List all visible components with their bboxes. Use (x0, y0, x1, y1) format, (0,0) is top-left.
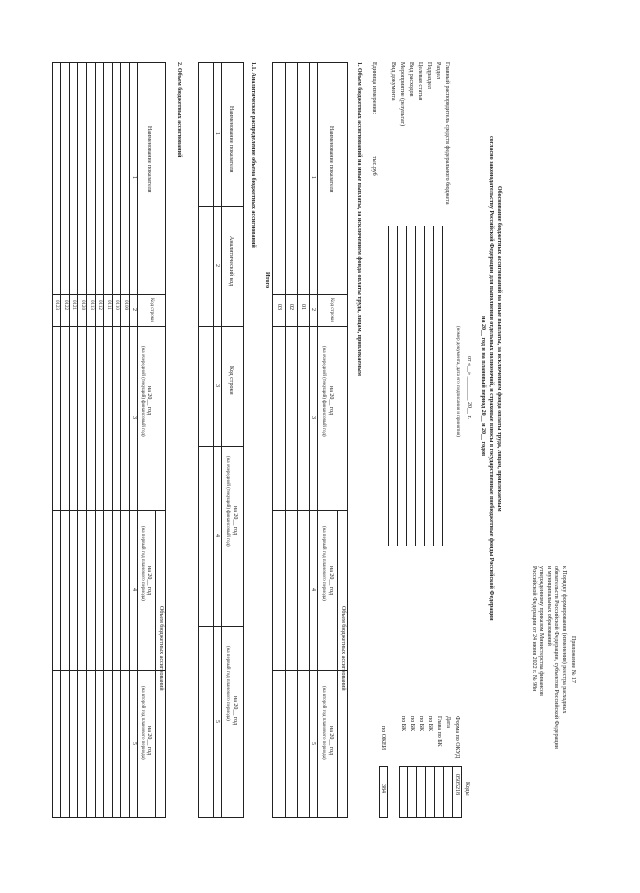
col-number: 3 (310, 416, 316, 419)
col-header-volume: Объем бюджетных ассигнований (340, 606, 346, 691)
unit-value: тыс.руб (371, 156, 377, 176)
appendix-line: Российской Федерации от 24 июня 2022 г. № 98н (531, 566, 537, 692)
row-code: 01 (300, 304, 306, 310)
col-header-year: на 20__ год (232, 506, 238, 536)
requisite-label: Вид расходов (408, 62, 414, 97)
rule-line (317, 62, 318, 818)
codes-row-line (452, 766, 453, 818)
col-header-year: на 20__ год (146, 386, 152, 416)
codes-row-label: Дата (445, 716, 451, 728)
rule-line (297, 62, 298, 818)
codes-row-value: 0505218 (454, 774, 460, 795)
rule-line (137, 62, 138, 818)
col-header-year1-note: (на первый год планового периода) (140, 526, 145, 601)
rule-line (285, 62, 286, 818)
row-code: 03 (276, 304, 282, 310)
col-header-year2: на 20__ год (146, 726, 152, 756)
okei-value: 384 (380, 784, 386, 793)
codes-row-label: по БК (418, 716, 424, 732)
codes-row-label: по БК (427, 716, 433, 732)
col-number: 3 (214, 384, 220, 387)
row-line (120, 62, 121, 818)
row-line (77, 62, 78, 818)
rule-line (337, 510, 338, 818)
appendix-line: утвержденному приказом Министерства финансов (538, 566, 545, 696)
col-header-analytic: Аналитический код (228, 236, 234, 287)
col-number: 1 (131, 176, 137, 179)
col-header-volume: Объем бюджетных ассигнований (158, 606, 164, 691)
col-header-year1: на 20__ год (232, 696, 238, 726)
appendix-title: Приложение № 17 (570, 636, 576, 683)
row-line (86, 62, 87, 818)
codes-row-line (407, 766, 408, 818)
col-number: 4 (131, 588, 137, 591)
requisite-underline (406, 226, 407, 546)
appendix-line: и муниципальных образований (546, 566, 552, 646)
col-number: 2 (310, 308, 316, 311)
requisite-underline (442, 226, 443, 546)
col-header-code: Код строки (228, 366, 234, 395)
codes-row-label: по БК (409, 716, 415, 732)
col-header-year1: на 20__ год (146, 566, 152, 596)
appendix-line: обязательств Российской Федерации, субъектов Российской Федерации (553, 566, 560, 749)
col-header-year2-note: (на второй год планового периода) (140, 686, 145, 760)
col-number: 2 (214, 264, 220, 267)
col-header-code: Код строки (329, 298, 334, 322)
requisite-label: Целевая статья (417, 62, 423, 101)
col-header-year2: на 20__ год (328, 726, 334, 756)
codes-box-title: Коды (464, 782, 470, 796)
col-header-name: Наименование показателя (146, 126, 152, 193)
section-1-title: 1. Объем бюджетных ассигнований на иные выплаты, за исключением фонда оплаты труда, лицам, привлекаемым (356, 62, 362, 376)
codes-row-label: Глава по БК (436, 716, 442, 747)
requisite-label: Раздел (435, 62, 441, 79)
row-code: 0112 (97, 300, 103, 310)
rule-line (221, 62, 222, 818)
col-header-year1-note: (на первый год планового периода) (321, 526, 326, 601)
col-number: 1 (214, 132, 220, 135)
row-code: 0110 (114, 300, 120, 310)
codes-row-line (416, 766, 417, 818)
document-title-line-2: согласно законодательству Российской Федерации для выполнения отдельных полномочий, и страховые взносы в государственные внебюджетные фонды Российской Федерации (488, 136, 494, 621)
row-code: 0113 (88, 300, 94, 310)
col-header-year-note: (на очередной (текущий) финансовый год) (140, 346, 145, 437)
col-number: 5 (214, 720, 220, 723)
col-number: 3 (131, 416, 137, 419)
rule-line (272, 294, 348, 295)
requisite-underline (433, 226, 434, 546)
col-header-year: на 20__ год (328, 386, 334, 416)
codes-row-label: Форма по ОКУД (454, 716, 460, 759)
codes-row-label: по БК (400, 716, 406, 732)
col-header-year-note: (на очередной (текущий) финансовый год) (225, 456, 230, 547)
col-number: 5 (131, 742, 137, 745)
col-number: 4 (214, 534, 220, 537)
codes-row-line (443, 766, 444, 818)
appendix-line: к Порядку формирования (изменения) реестра расходных (561, 566, 567, 714)
rule-line (155, 510, 156, 818)
section-1-1-title: 1.1. Аналитическое распределение объема бюджетных ассигнований (250, 62, 256, 248)
document-hint: (номер документа, дата его подписания и принятия) (455, 326, 460, 437)
total-label: Итого (264, 272, 270, 289)
document-period: на 20__ год и на плановый период 20__ и 20__ годов (480, 316, 486, 457)
col-header-year-note: (на очередной (текущий) финансовый год) (321, 346, 326, 437)
row-code: 0122 (62, 300, 68, 310)
rule-line (272, 326, 348, 327)
col-header-year1-note: (на первый год планового периода) (225, 646, 230, 721)
form-sheet (40, 26, 600, 866)
requisite-label: Главный распорядитель средств федерального бюджета (444, 62, 450, 205)
requisite-label: Вид документа (390, 62, 396, 101)
row-code: 0120 (80, 300, 85, 310)
okei-label: по ОКЕИ (380, 726, 386, 751)
col-header-code: Код строки (149, 298, 154, 322)
col-number: 5 (310, 742, 316, 745)
col-number: 4 (310, 588, 316, 591)
col-header-year1: на 20__ год (328, 566, 334, 596)
row-line (103, 62, 104, 818)
document-title: Обоснование бюджетных ассигнований на иные выплаты, за исключением фонда оплаты труда, лицам, привлекаемым (496, 186, 502, 512)
row-line (95, 62, 96, 818)
section-2-title: 2. Объем бюджетных ассигнований (176, 62, 182, 158)
requisite-label: Мероприятие (результат) (399, 62, 405, 127)
codes-row-line (434, 766, 435, 818)
rule-line (129, 62, 130, 818)
requisite-underline (397, 226, 398, 546)
requisite-underline (415, 226, 416, 546)
row-line (112, 62, 113, 818)
row-line (60, 62, 61, 818)
row-line (69, 62, 70, 818)
row-code: 0100 (123, 300, 128, 310)
col-header-name: Наименование показателя (228, 106, 234, 173)
rule-line (213, 62, 214, 818)
row-code: 02 (288, 304, 294, 310)
requisite-underline (388, 226, 389, 546)
col-number: 2 (131, 308, 137, 311)
row-code: 0121 (71, 300, 77, 310)
requisite-underline (424, 226, 425, 546)
document-date-line: от «__» ________ 20__ г. (466, 356, 472, 419)
unit-label: Единица измерения: (371, 62, 377, 115)
requisite-label: Подраздел (426, 62, 432, 89)
row-code: 0111 (105, 300, 111, 310)
col-header-name: Наименование показателя (328, 126, 334, 193)
codes-row-line (425, 766, 426, 818)
row-code: 0123 (54, 300, 60, 310)
col-number: 1 (310, 176, 316, 179)
col-header-year2-note: (на второй год планового периода) (321, 686, 326, 760)
